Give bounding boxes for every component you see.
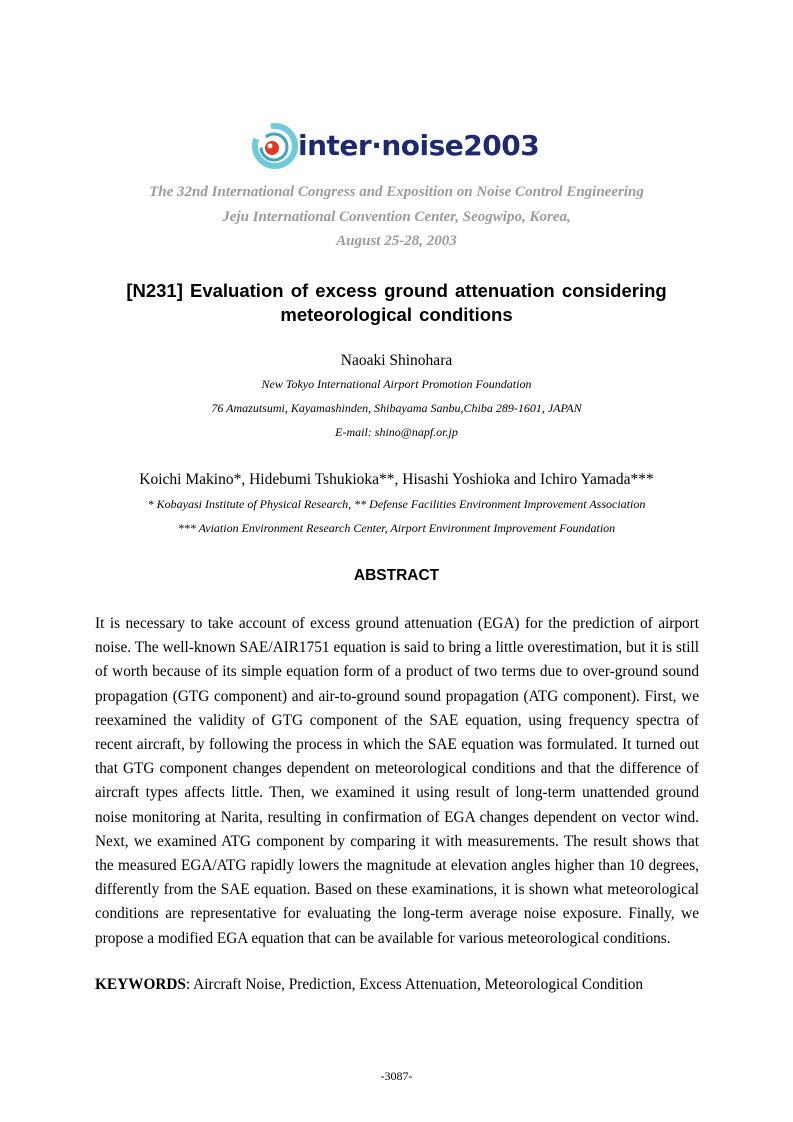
paper-title-line1: [N231] Evaluation of excess ground attenuation considering: [126, 280, 667, 301]
coauthor-affiliation-1: * Kobayasi Institute of Physical Research, ** Defense Facilities Environment Improvement Association: [147, 497, 646, 511]
swirl-logo-icon: [252, 120, 298, 174]
conference-name: The 32nd International Congress and Exposition on Noise Control Engineering: [149, 184, 644, 200]
paper-title-line2: meteorological conditions: [280, 304, 513, 325]
author-address: 76 Amazutsumi, Kayamashinden, Shibayama Sanbu,Chiba 289-1601, JAPAN: [211, 401, 582, 415]
coauthor-affiliation-2: *** Aviation Environment Research Center, Airport Environment Improvement Foundation: [177, 521, 616, 535]
page-number: -3087-: [380, 1069, 413, 1083]
conference-dates: August 25-28, 2003: [336, 233, 457, 249]
author-email: E-mail: shino@napf.or.jp: [335, 425, 458, 439]
conference-logo: [252, 120, 552, 174]
coauthor-names: Koichi Makino*, Hidebumi Tshukioka**, Hisashi Yoshioka and Ichiro Yamada***: [139, 471, 654, 488]
conference-venue: Jeju International Convention Center, Seogwipo, Korea,: [222, 209, 571, 225]
logo-text: inter·noise2003: [298, 129, 540, 162]
abstract-heading: ABSTRACT: [353, 567, 440, 584]
author-name: Naoaki Shinohara: [340, 352, 453, 369]
keywords-label: KEYWORDS: [95, 976, 186, 993]
keywords-line: [95, 973, 699, 997]
author-affiliation: New Tokyo International Airport Promotion Foundation: [261, 377, 532, 391]
keywords-list: : Aircraft Noise, Prediction, Excess Attenuation, Meteorological Condition: [185, 976, 644, 993]
abstract-text: It is necessary to take account of excess ground attenuation (EGA) for the prediction of airport noise. The well-known SAE/AIR1751 equation is said to bring a little overestimation, but it is still of worth because of its simple equation form of a product of two terms due to over-ground sound propagation (GTG component) and air-to-ground sound propagation (ATG component). First, we reexamined the validity of GTG component of the SAE equation, using frequency spectra of recent aircraft, by following the process in which the SAE equation was formulated. It turned out that GTG component changes dependent on meteorological conditions and that the difference of aircraft types affects little. Then, we examined it using result of long-term unattended ground noise monitoring at Narita, resulting in confirmation of EGA changes dependent on vector wind. Next, we examined ATG component by comparing it with measurements. The result shows that the measured EGA/ATG rapidly lowers the magnitude at elevation angles higher than 10 degrees, differently from the SAE equation. Based on these examinations, it is shown what meteorological conditions are representative for evaluating the long-term average noise exposure. Finally, we propose a modified EGA equation that can be available for various meteorological conditions.: [95, 615, 699, 947]
